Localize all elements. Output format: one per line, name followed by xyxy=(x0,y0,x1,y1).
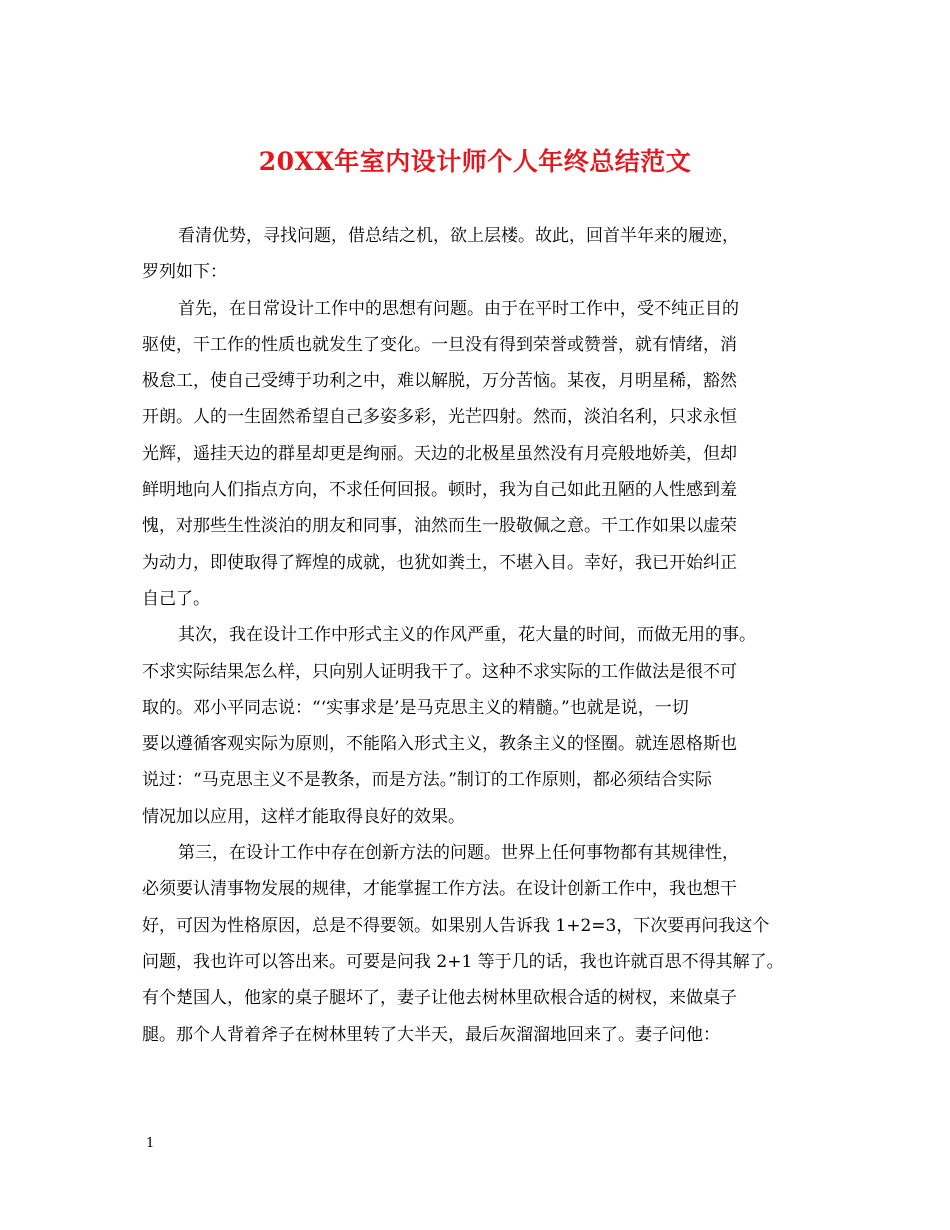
text-line: 腿。那个人背着斧子在树林里转了大半天，最后灰溜溜地回来了。妻子问他： xyxy=(142,1024,720,1045)
text-line: 自己了。 xyxy=(142,588,210,609)
text-line: 为动力，即使取得了辉煌的成就，也犹如粪土，不堪入目。幸好，我已开始纠正 xyxy=(142,552,737,573)
text-line: 光辉，遥挂天边的群星却更是绚丽。天边的北极星虽然没有月亮般地娇美，但却 xyxy=(142,443,737,464)
page-number: 1 xyxy=(146,1136,155,1151)
text-line: 看清优势，寻找问题，借总结之机，欲上层楼。故此，回首半年来的履迹， xyxy=(178,226,739,246)
text-line: 必须要认清事物发展的规律，才能掌握工作方法。在设计创新工作中，我也想干 xyxy=(142,879,737,900)
text-line: 有个楚国人，他家的桌子腿坏了，妻子让他去树林里砍根合适的树杈，来做桌子 xyxy=(142,988,737,1009)
text-line: 极怠工，使自己受缚于功利之中，难以解脱，万分苦恼。某夜，月明星稀，豁然 xyxy=(142,371,737,392)
text-line: 取的。邓小平同志说：“‘实事求是’是马克思主义的精髓。”也就是说，一切 xyxy=(142,697,689,718)
text-line: 情况加以应用，这样才能取得良好的效果。 xyxy=(142,806,465,827)
text-line: 说过：“马克思主义不是教条，而是方法。”制订的工作原则，都必须结合实际 xyxy=(142,770,712,791)
text-line: 问题，我也许可以答出来。可要是问我 2+1 等于几的话，我也许就百思不得其解了。 xyxy=(142,951,784,972)
document-title: 20XX年室内设计师个人年终总结范文 xyxy=(258,147,692,176)
text-line: 要以遵循客观实际为原则，不能陷入形式主义，教条主义的怪圈。就连恩格斯也 xyxy=(142,734,737,755)
text-line: 罗列如下： xyxy=(142,262,227,283)
text-line: 鲜明地向人们指点方向，不求任何回报。顿时，我为自己如此丑陋的人性感到羞 xyxy=(142,480,737,501)
text-line: 驱使，干工作的性质也就发生了变化。一旦没有得到荣誉或赞誉，就有情绪，消 xyxy=(142,334,737,355)
text-line: 愧，对那些生性淡泊的朋友和同事，油然而生一股敬佩之意。干工作如果以虚荣 xyxy=(142,516,737,537)
text-line: 不求实际结果怎么样，只向别人证明我干了。这种不求实际的工作做法是很不可 xyxy=(142,661,737,682)
text-line: 首先，在日常设计工作中的思想有问题。由于在平时工作中，受不纯正目的 xyxy=(178,298,739,319)
text-line: 好，可因为性格原因，总是不得要领。如果别人告诉我 1+2=3，下次要再问我这个 xyxy=(142,915,770,936)
document-body xyxy=(142,218,842,1053)
text-line: 第三，在设计工作中存在创新方法的问题。世界上任何事物都有其规律性， xyxy=(178,843,739,864)
text-line: 开朗。人的一生固然希望自己多姿多彩，光芒四射。然而，淡泊名利，只求永恒 xyxy=(142,407,737,428)
text-line: 其次，我在设计工作中形式主义的作风严重，花大量的时间，而做无用的事。 xyxy=(178,625,756,646)
